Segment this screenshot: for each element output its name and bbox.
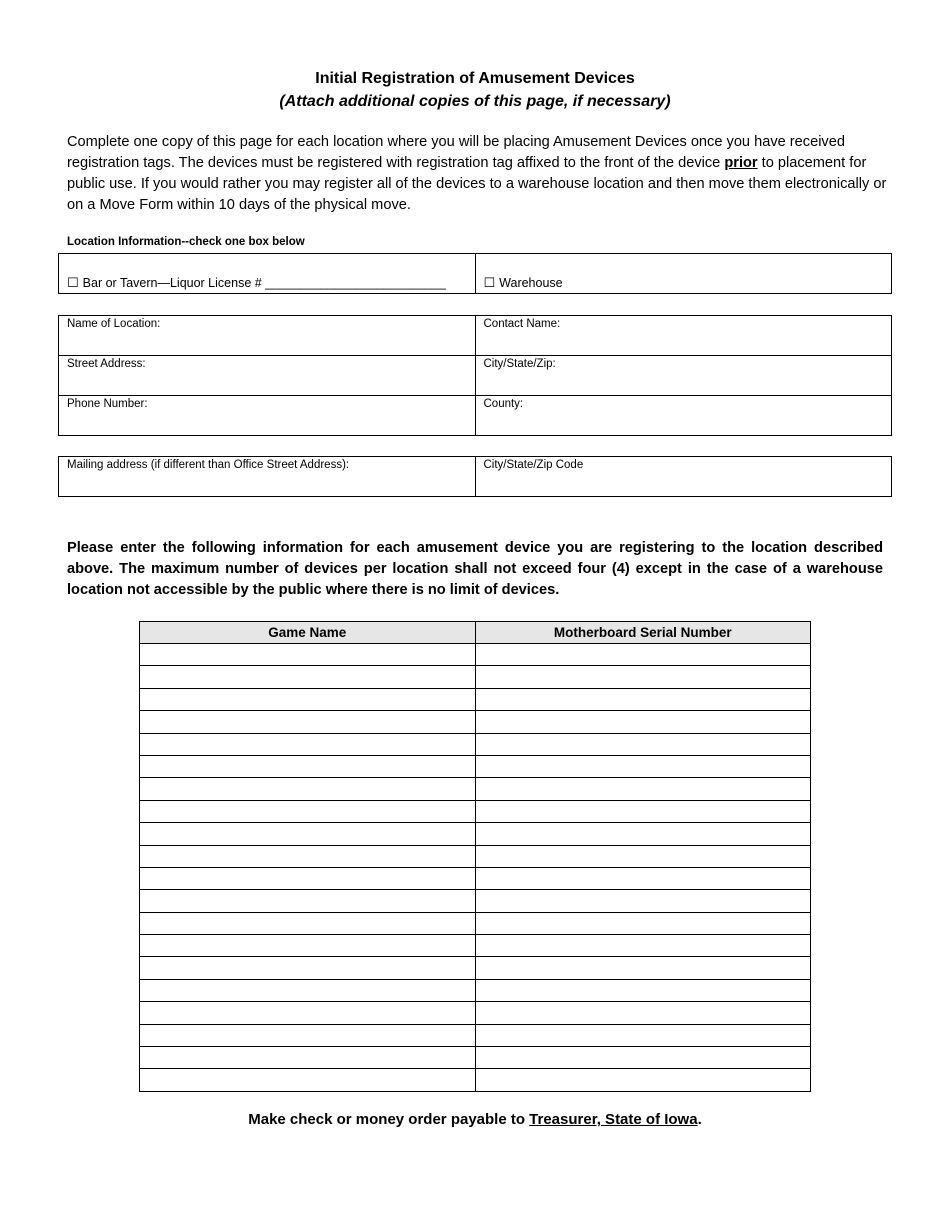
- name-of-location-field[interactable]: [59, 316, 476, 356]
- game-name-cell[interactable]: [140, 1069, 476, 1091]
- game-name-cell[interactable]: [140, 957, 476, 979]
- table-row: [140, 800, 811, 822]
- bar-tavern-option[interactable]: [59, 254, 476, 294]
- game-name-cell[interactable]: [140, 733, 476, 755]
- field-label: City/State/Zip:: [483, 358, 556, 370]
- mailing-city-state-zip-field[interactable]: [475, 457, 892, 497]
- serial-number-cell[interactable]: [475, 666, 811, 688]
- game-name-cell[interactable]: [140, 666, 476, 688]
- serial-number-cell[interactable]: [475, 867, 811, 889]
- table-row: [140, 666, 811, 688]
- table-row: [140, 957, 811, 979]
- game-name-header: Game Name: [140, 622, 476, 644]
- table-row: [140, 1069, 811, 1091]
- game-name-cell[interactable]: [140, 688, 476, 710]
- game-name-cell[interactable]: [140, 1047, 476, 1069]
- serial-number-cell[interactable]: [475, 1047, 811, 1069]
- city-state-zip-field[interactable]: [475, 356, 892, 396]
- table-row: [140, 1024, 811, 1046]
- warehouse-option[interactable]: [475, 254, 892, 294]
- payment-prefix: Make check or money order payable to: [248, 1111, 530, 1128]
- table-row: [140, 778, 811, 800]
- table-row: [140, 979, 811, 1001]
- payee-name: Treasurer, State of Iowa: [529, 1111, 698, 1128]
- serial-number-cell[interactable]: [475, 912, 811, 934]
- form-subtitle: (Attach additional copies of this page, if necessary): [279, 93, 671, 110]
- table-row: [140, 644, 811, 666]
- game-name-cell[interactable]: [140, 935, 476, 957]
- street-address-field[interactable]: [59, 356, 476, 396]
- game-name-cell[interactable]: [140, 1024, 476, 1046]
- bar-tavern-label: Bar or Tavern—Liquor License # __________________________: [82, 276, 446, 290]
- serial-number-cell[interactable]: [475, 711, 811, 733]
- serial-number-cell[interactable]: [475, 957, 811, 979]
- payment-note: [0, 1111, 950, 1128]
- serial-number-cell[interactable]: [475, 778, 811, 800]
- field-label: Contact Name:: [483, 318, 561, 330]
- field-label: County:: [483, 398, 524, 410]
- table-row: [140, 733, 811, 755]
- serial-number-header: Motherboard Serial Number: [475, 622, 811, 644]
- intro-emphasis: prior: [724, 155, 758, 171]
- phone-number-field[interactable]: [59, 396, 476, 436]
- location-type-table: [58, 253, 892, 294]
- serial-number-cell[interactable]: [475, 979, 811, 1001]
- payment-suffix: .: [697, 1111, 702, 1128]
- intro-part1: Complete one copy of this page for each location where you will be placing Amusement Devices once you have received registration tags. The devices must be registered with registration tag affixed to the front of the device: [67, 134, 845, 171]
- table-row: [140, 912, 811, 934]
- checkbox-icon[interactable]: ☐: [67, 275, 79, 290]
- serial-number-cell[interactable]: [475, 1002, 811, 1024]
- game-name-cell[interactable]: [140, 823, 476, 845]
- table-row: [140, 755, 811, 777]
- serial-number-cell[interactable]: [475, 890, 811, 912]
- field-label: Name of Location:: [67, 318, 161, 330]
- game-name-cell[interactable]: [140, 890, 476, 912]
- serial-number-cell[interactable]: [475, 733, 811, 755]
- field-label: Phone Number:: [67, 398, 148, 410]
- game-name-cell[interactable]: [140, 778, 476, 800]
- serial-number-cell[interactable]: [475, 845, 811, 867]
- warehouse-label: Warehouse: [499, 276, 563, 290]
- intro-paragraph: [67, 132, 887, 216]
- location-info-table: [58, 315, 892, 436]
- game-name-cell[interactable]: [140, 912, 476, 934]
- game-name-cell[interactable]: [140, 867, 476, 889]
- serial-number-cell[interactable]: [475, 1069, 811, 1091]
- serial-number-cell[interactable]: [475, 688, 811, 710]
- serial-number-cell[interactable]: [475, 800, 811, 822]
- game-name-cell[interactable]: [140, 979, 476, 1001]
- county-field[interactable]: [475, 396, 892, 436]
- device-instructions: Please enter the following information for each amusement device you are registering to the location described above. The maximum number of devices per location shall not exceed four (4) except in the case of a warehouse location not accessible by the public where there is no limit of devices.: [67, 540, 883, 598]
- location-heading: Location Information--check one box below: [67, 236, 305, 248]
- field-label: Street Address:: [67, 358, 146, 370]
- game-name-cell[interactable]: [140, 800, 476, 822]
- serial-number-cell[interactable]: [475, 823, 811, 845]
- table-row: [140, 823, 811, 845]
- serial-number-cell[interactable]: [475, 1024, 811, 1046]
- serial-number-cell[interactable]: [475, 755, 811, 777]
- field-label: City/State/Zip Code: [483, 459, 584, 471]
- intro-part2: to placement for public use. If you would rather you may register all of the devices to a warehouse location and then move them electronically or on a Move Form within 10 days of the physical move.: [67, 155, 887, 213]
- serial-number-cell[interactable]: [475, 935, 811, 957]
- table-row: [140, 935, 811, 957]
- game-name-cell[interactable]: [140, 644, 476, 666]
- table-row: [140, 867, 811, 889]
- field-label: Mailing address (if different than Office Street Address):: [67, 459, 350, 471]
- device-table-body: [140, 644, 811, 1092]
- mailing-info-table: [58, 456, 892, 497]
- game-name-cell[interactable]: [140, 755, 476, 777]
- game-name-cell[interactable]: [140, 845, 476, 867]
- table-row: [140, 711, 811, 733]
- contact-name-field[interactable]: [475, 316, 892, 356]
- table-row: [140, 1047, 811, 1069]
- game-name-cell[interactable]: [140, 1002, 476, 1024]
- table-row: [140, 1002, 811, 1024]
- device-table: [139, 621, 811, 1092]
- table-row: [140, 845, 811, 867]
- form-title: Initial Registration of Amusement Devices: [315, 70, 635, 87]
- checkbox-icon[interactable]: ☐: [483, 275, 496, 290]
- mailing-address-field[interactable]: [59, 457, 476, 497]
- game-name-cell[interactable]: [140, 711, 476, 733]
- table-row: [140, 890, 811, 912]
- serial-number-cell[interactable]: [475, 644, 811, 666]
- table-row: [140, 688, 811, 710]
